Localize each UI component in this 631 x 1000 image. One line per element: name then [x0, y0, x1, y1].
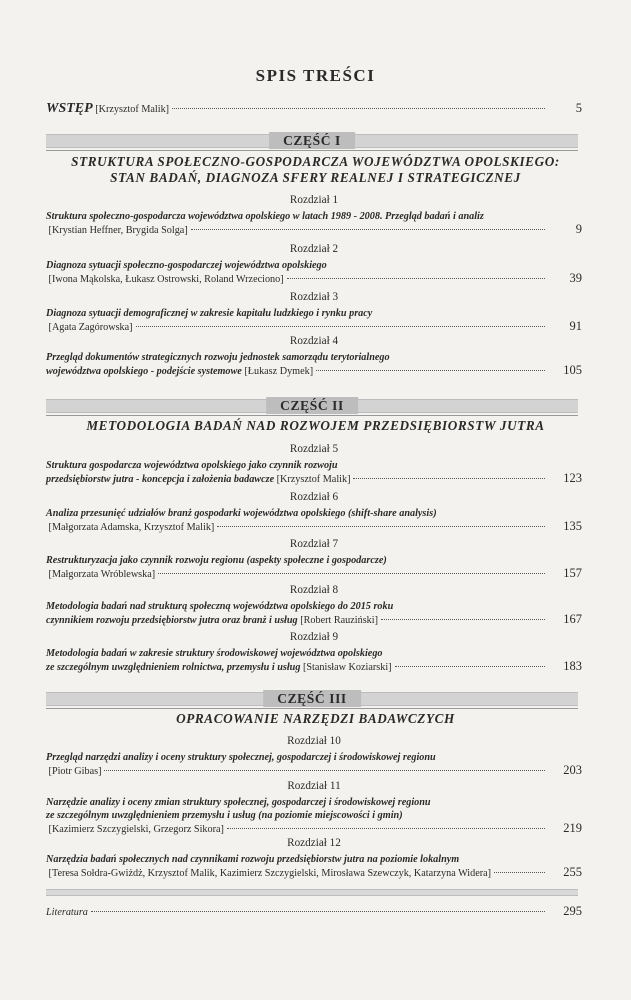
dot-leader: [227, 828, 545, 829]
chapter-label: Rozdział 1: [289, 194, 339, 206]
dot-leader: [395, 666, 545, 667]
chapter-label: Rozdział 8: [289, 584, 339, 596]
toc-entry-rozdzial-10[interactable]: [46, 734, 582, 778]
dot-leader: [136, 326, 545, 327]
entry-page: 203: [563, 763, 582, 777]
toc-entry-rozdzial-4[interactable]: [46, 334, 582, 378]
entry-title: Przegląd dokumentów strategicznych rozwoju jednostek samorządu terytorialnego: [46, 352, 390, 363]
toc-entry-literatura[interactable]: [46, 905, 582, 919]
entry-title: Metodologia badań w zakresie struktury środowiskowej województwa opolskiego: [46, 648, 383, 659]
part-2-title: METODOLOGIA BADAŃ NAD ROZWOJEM PRZEDSIĘBIORSTW JUTRA: [86, 418, 545, 433]
part-1-title: STRUKTURA SPOŁECZNO-GOSPODARCZA WOJEWÓDZTWA OPOLSKIEGO: STAN BADAŃ, DIAGNOZA SFERY REALNEJ I STRATEGICZNEJ: [71, 154, 560, 185]
chapter-label: Rozdział 12: [287, 837, 341, 849]
toc-entry-rozdzial-8[interactable]: [46, 583, 582, 627]
chapter-label: Rozdział 3: [289, 291, 339, 303]
entry-page: 9: [575, 222, 582, 236]
entry-title: przedsiębiorstw jutra - koncepcja i założenia badawcze: [46, 474, 275, 485]
entry-title: Literatura: [46, 907, 88, 918]
entry-title: województwa opolskiego - podejście systemowe: [46, 366, 242, 377]
entry-title: ze szczególnym uwzględnieniem rolnictwa, przemysłu i usług: [46, 662, 301, 673]
part-1-label: CZĘŚĆ I: [269, 132, 355, 149]
part-2-label: CZĘŚĆ II: [266, 397, 358, 414]
divider: [46, 150, 578, 151]
dot-leader: [353, 478, 545, 479]
toc-entry-rozdzial-9[interactable]: [46, 630, 582, 674]
divider: [46, 415, 578, 416]
dot-leader: [172, 108, 545, 109]
part-3-title: OPRACOWANIE NARZĘDZI BADAWCZYCH: [176, 711, 455, 726]
entry-author: [Teresa Sołdra-Gwiżdż, Krzysztof Malik, Kazimierz Szczygielski, Mirosława Szewczyk, Katarzyna Widera]: [48, 868, 492, 879]
entry-title: Narzędzia badań społecznych nad czynnikami rozwoju przedsiębiorstw jutra na poziomie lokalnym: [46, 854, 460, 865]
entry-author: [Kazimierz Szczygielski, Grzegorz Sikora]: [48, 824, 224, 835]
chapter-label: Rozdział 6: [289, 491, 339, 503]
part-1-bar: [46, 134, 578, 148]
entry-page: 91: [569, 319, 582, 333]
entry-author: [Stanisław Koziarski]: [302, 662, 392, 673]
entry-title: WSTĘP: [46, 101, 93, 116]
part-3-label: CZĘŚĆ III: [263, 690, 361, 707]
entry-title: Diagnoza sytuacji demograficznej w zakresie kapitału ludzkiego i rynku pracy: [46, 308, 373, 319]
chapter-label: Rozdział 11: [287, 780, 341, 792]
chapter-label: Rozdział 4: [289, 335, 339, 347]
part-3-bar: [46, 692, 578, 706]
entry-author: [Piotr Gibas]: [48, 766, 102, 777]
toc-entry-rozdzial-6[interactable]: [46, 490, 582, 534]
entry-page: 123: [563, 471, 582, 485]
chapter-label: Rozdział 7: [289, 538, 339, 550]
toc-entry-rozdzial-7[interactable]: [46, 537, 582, 581]
dot-leader: [104, 770, 545, 771]
toc-entry-rozdzial-3[interactable]: [46, 290, 582, 334]
entry-author: [Małgorzata Adamska, Krzysztof Malik]: [48, 522, 215, 533]
entry-title: Struktura gospodarcza województwa opolskiego jako czynnik rozwoju: [46, 460, 338, 471]
part-2-bar: [46, 399, 578, 413]
entry-page: 135: [563, 519, 582, 533]
entry-title: Restrukturyzacja jako czynnik rozwoju regionu (aspekty społeczne i gospodarcze): [46, 555, 387, 566]
toc-entry-rozdzial-5[interactable]: [46, 442, 582, 486]
entry-author: [Agata Zagórowska]: [48, 322, 133, 333]
dot-leader: [381, 619, 545, 620]
entry-title: Przegląd narzędzi analizy i oceny struktury społecznej, gospodarczej i środowiskowej regionu: [46, 752, 436, 763]
dot-leader: [316, 370, 545, 371]
entry-page: 5: [575, 101, 582, 115]
entry-title: Narzędzie analizy i oceny zmian struktury społecznej, gospodarczej i środowiskowej regionu: [46, 797, 431, 808]
entry-page: 157: [563, 566, 582, 580]
toc-entry-rozdzial-11[interactable]: [46, 779, 582, 836]
entry-title: Analiza przesunięć udziałów branż gospodarki województwa opolskiego (shift-share analysis): [46, 508, 437, 519]
dot-leader: [287, 278, 545, 279]
chapter-label: Rozdział 2: [289, 243, 339, 255]
bottom-bar: [46, 889, 578, 896]
dot-leader: [217, 526, 545, 527]
toc-entry-rozdzial-12[interactable]: [46, 836, 582, 880]
entry-page: 255: [563, 865, 582, 879]
entry-author: [Łukasz Dymek]: [244, 366, 314, 377]
entry-page: 295: [563, 904, 582, 918]
entry-page: 39: [569, 271, 582, 285]
entry-page: 219: [563, 821, 582, 835]
entry-page: 105: [563, 363, 582, 377]
dot-leader: [494, 872, 545, 873]
divider: [46, 708, 578, 709]
dot-leader: [158, 573, 545, 574]
toc-entry-wstep[interactable]: [46, 100, 582, 118]
chapter-label: Rozdział 5: [289, 443, 339, 455]
entry-author: [Krzysztof Malik]: [276, 474, 351, 485]
entry-author: [Krzysztof Malik]: [95, 104, 170, 115]
entry-page: 167: [563, 612, 582, 626]
entry-title: ze szczególnym uwzględnieniem przemysłu i usług (na poziomie miejscowości i gmin): [46, 810, 403, 821]
entry-title: czynnikiem rozwoju przedsiębiorstw jutra oraz branż i usług: [46, 615, 298, 626]
toc-entry-rozdzial-2[interactable]: [46, 242, 582, 286]
chapter-label: Rozdział 9: [289, 631, 339, 643]
entry-author: [Robert Rauziński]: [300, 615, 378, 626]
dot-leader: [91, 911, 545, 912]
entry-page: 183: [563, 659, 582, 673]
entry-author: [Krystian Heffner, Brygida Solga]: [48, 225, 188, 236]
dot-leader: [191, 229, 545, 230]
entry-title: Diagnoza sytuacji społeczno-gospodarczej województwa opolskiego: [46, 260, 327, 271]
toc-entry-rozdzial-1[interactable]: [46, 193, 582, 237]
entry-author: [Małgorzata Wróblewska]: [48, 569, 156, 580]
page-title: SPIS TREŚCI: [255, 66, 376, 85]
entry-title: Metodologia badań nad strukturą społeczną województwa opolskiego do 2015 roku: [46, 601, 394, 612]
chapter-label: Rozdział 10: [287, 735, 341, 747]
entry-title: Struktura społeczno-gospodarcza województwa opolskiego w latach 1989 - 2008. Przegląd badań i analiz: [46, 211, 484, 222]
entry-author: [Iwona Mąkolska, Łukasz Ostrowski, Roland Wrzeciono]: [48, 274, 284, 285]
